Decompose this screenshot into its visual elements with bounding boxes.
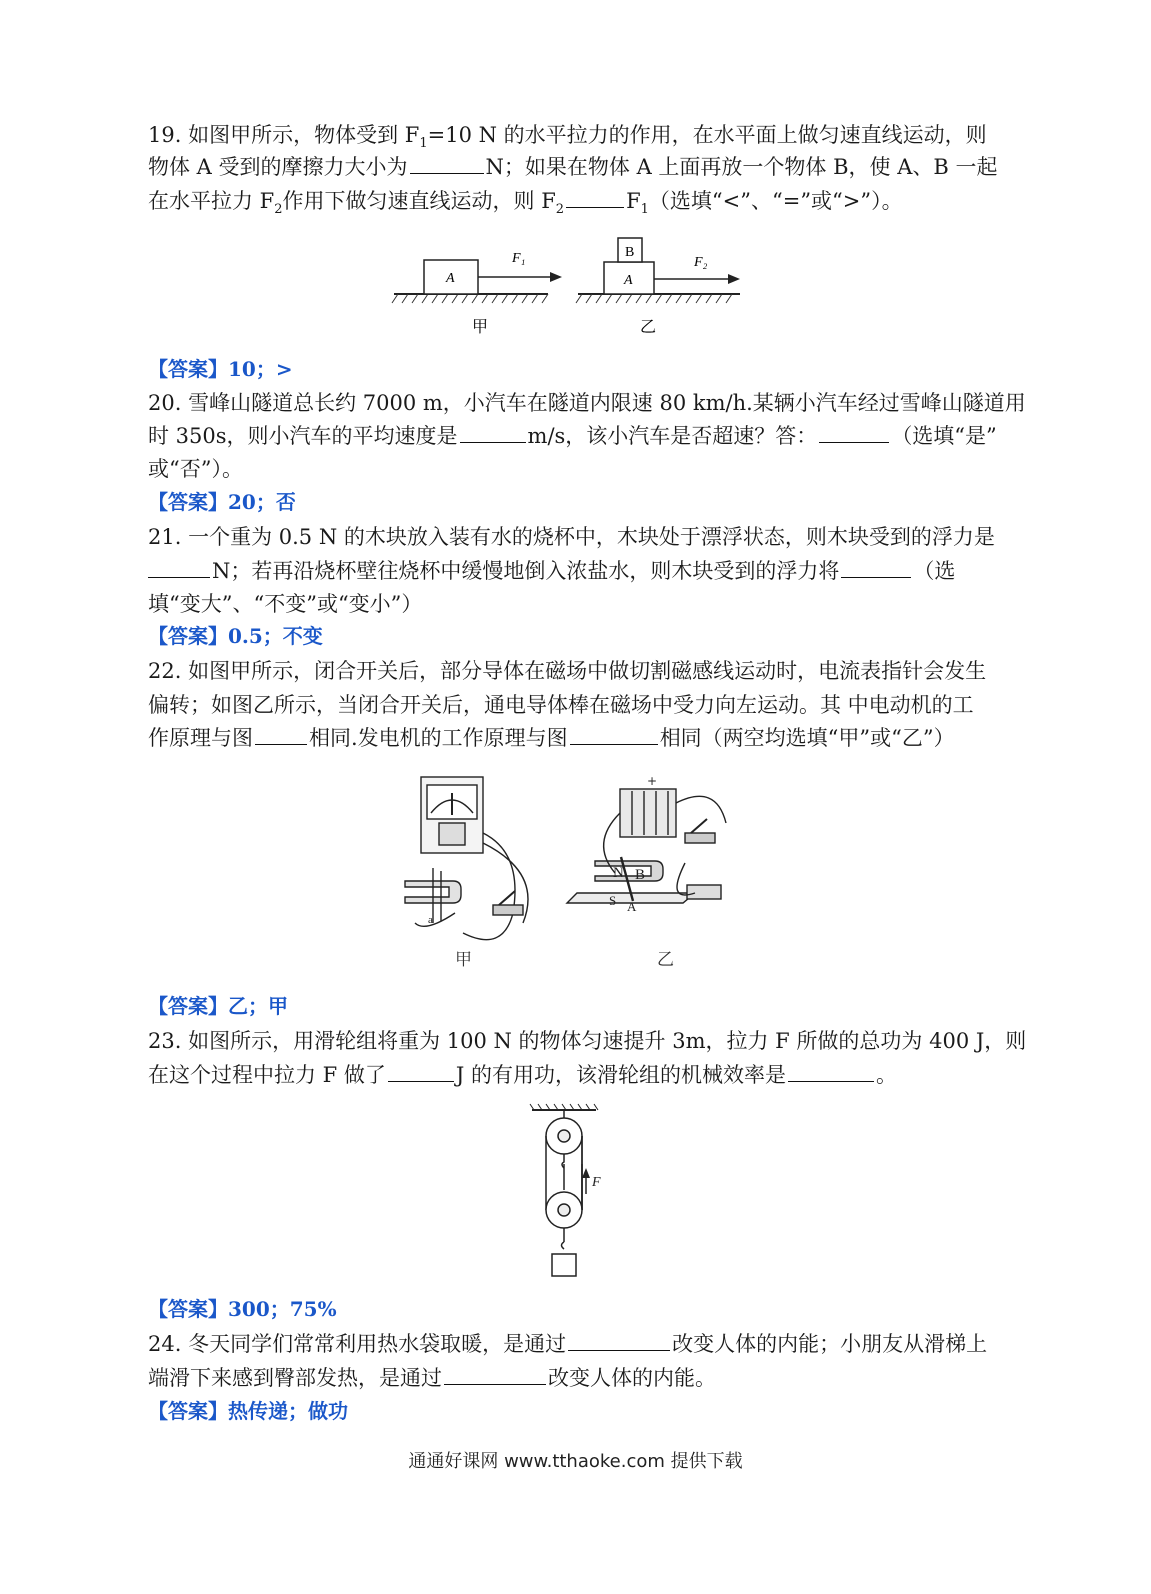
- label-yi-19: 乙: [640, 317, 657, 336]
- q21-line-1: 21. 一个重为 0.5 N 的木块放入装有水的烧杯中，木块处于漂浮状态，则木块受到的浮力是: [148, 525, 995, 549]
- q22-figure-yi: [567, 774, 726, 914]
- q19-line-3: 在水平拉力 $F_2$作用下做匀速直线运动，则 $F_2$ $F_1$（选填“<”、“=”或“>”）。: [148, 184, 903, 227]
- q21-line-2: N；若再沿烧杯壁往烧杯中缓慢地倒入浓盐水，则木块受到的浮力将 （选: [148, 554, 955, 588]
- q20-answer: 【答案】20；否: [148, 490, 296, 514]
- q22-answer: 【答案】乙；甲: [148, 994, 288, 1018]
- switch-jia: [493, 905, 523, 915]
- q22-figure-jia: [405, 777, 528, 940]
- q21-blank-2[interactable]: [841, 555, 911, 578]
- q24-answer: 【答案】热传递；做功: [148, 1399, 348, 1423]
- label-b: B: [625, 245, 635, 260]
- switch-yi: [685, 833, 715, 843]
- label-a-yi: A: [624, 273, 633, 288]
- q23-line-2: 在这个过程中拉力 F 做了 J 的有用功，该滑轮组的机械效率是 。: [148, 1058, 897, 1092]
- rheostat: [687, 885, 721, 899]
- q19-blank-1[interactable]: [410, 151, 484, 174]
- q19-figure-yi: [576, 238, 740, 336]
- label-a-22: A: [627, 899, 637, 914]
- q19-figure-jia: [392, 251, 562, 336]
- q21-blank-1[interactable]: [148, 555, 210, 578]
- q22-line-3: 作原理与图 相同.发电机的工作原理与图 相同（两空均选填“甲”或“乙”）: [148, 721, 955, 755]
- label-f1: F₁: [512, 251, 526, 266]
- q19-answer: 【答案】10；>: [148, 357, 293, 381]
- q24-blank-1[interactable]: [568, 1328, 670, 1351]
- label-jia-19: 甲: [472, 317, 489, 336]
- q20-line-2: 时 350s，则小汽车的平均速度是 m/s，该小汽车是否超速？答： （选填“是”: [148, 419, 997, 453]
- q20-blank-1[interactable]: [460, 420, 526, 443]
- horseshoe-magnet-yi: [595, 861, 663, 881]
- q19-figure: [390, 232, 770, 342]
- q23-blank-2[interactable]: [788, 1059, 874, 1082]
- q23-blank-1[interactable]: [388, 1059, 454, 1082]
- label-plus: +: [647, 774, 658, 788]
- label-a-small: a: [428, 914, 433, 926]
- q20-blank-2[interactable]: [819, 420, 889, 443]
- q22-line-2: 偏转；如图乙所示，当闭合开关后，通电导体棒在磁场中受力向左运动。其 中电动机的工: [148, 693, 974, 717]
- q20-line-3: 或“否”）。: [148, 457, 243, 481]
- label-f: F: [592, 1175, 601, 1190]
- q24-blank-2[interactable]: [444, 1362, 546, 1385]
- q24-line-1: 24. 冬天同学们常常利用热水袋取暖，是通过 改变人体的内能；小朋友从滑梯上: [148, 1327, 987, 1361]
- page-footer: 通通好课网 www.tthaoke.com 提供下载: [408, 1451, 743, 1472]
- q23-pulley-figure: [520, 1102, 630, 1282]
- label-jia-22: 甲: [455, 950, 472, 970]
- q23-line-1: 23. 如图所示，用滑轮组将重为 100 N 的物体匀速提升 3m，拉力 F 所做的总功为 400 J，则: [148, 1029, 1027, 1053]
- label-n: N: [613, 865, 624, 881]
- q22-line-1: 22. 如图甲所示，闭合开关后，部分导体在磁场中做切割磁感线运动时，电流表指针会发生: [148, 659, 987, 683]
- q19-blank-2[interactable]: [566, 185, 624, 208]
- q23-answer: 【答案】300；75%: [148, 1297, 337, 1321]
- q21-answer: 【答案】0.5；不变: [148, 624, 323, 648]
- q20-line-1: 20. 雪峰山隧道总长约 7000 m，小汽车在隧道内限速 80 km/h.某辆小汽车经过雪峰山隧道用: [148, 391, 1026, 415]
- q22-blank-2[interactable]: [570, 722, 658, 745]
- label-a-jia: A: [446, 271, 455, 286]
- label-yi-22: 乙: [657, 950, 674, 970]
- q24-line-2: 端滑下来感到臀部发热，是通过 改变人体的内能。: [148, 1361, 716, 1395]
- label-f2: F₂: [694, 255, 708, 270]
- q22-figure: [395, 773, 745, 973]
- q19-line-2: 物体 A 受到的摩擦力大小为 N；如果在物体 A 上面再放一个物体 B，使 A、B 一起: [148, 150, 997, 184]
- q19-line-1: 19. 如图甲所示，物体受到 $F_1=10$ N 的水平拉力的作用，在水平面上做匀速直线运动，则: [148, 123, 987, 152]
- load-block: [552, 1254, 576, 1276]
- q21-line-3: 填“变大”、“不变”或“变小”）: [148, 592, 423, 616]
- label-b-22: B: [635, 867, 646, 883]
- label-s: S: [609, 893, 617, 908]
- q22-blank-1[interactable]: [255, 722, 307, 745]
